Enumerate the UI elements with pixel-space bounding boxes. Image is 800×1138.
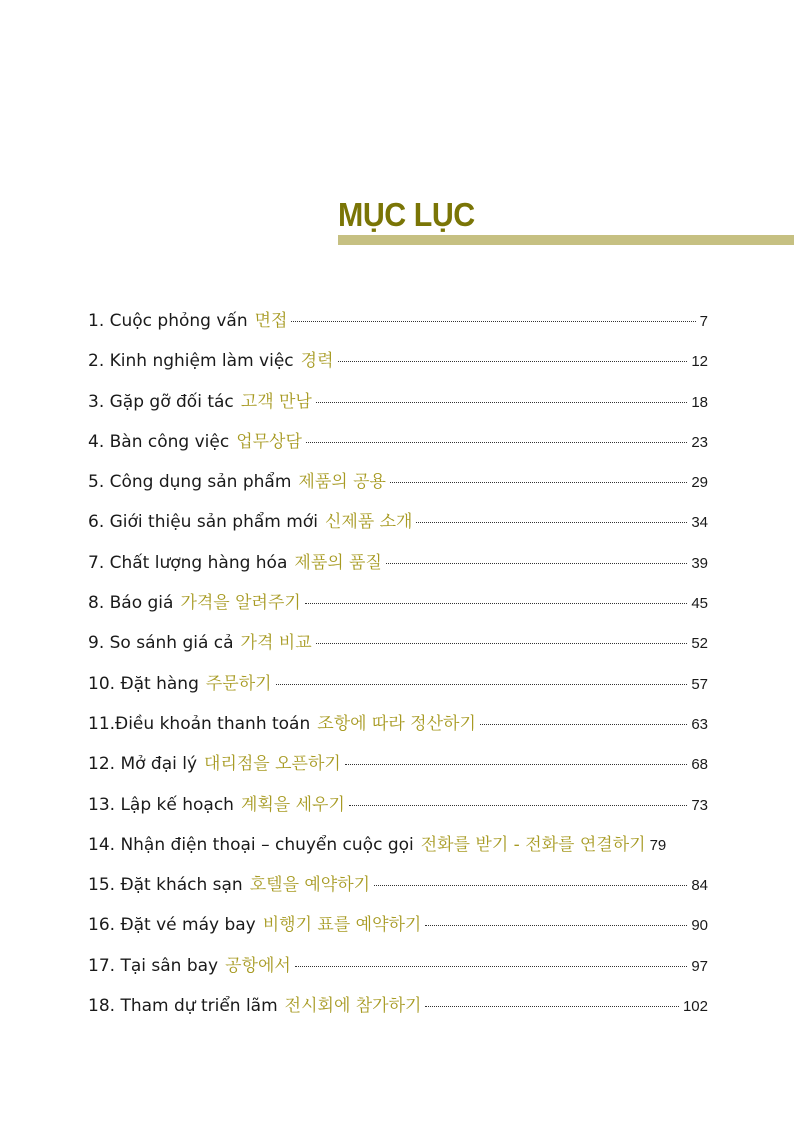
entry-page-number: 102 <box>682 998 708 1016</box>
toc-entry <box>88 709 708 749</box>
dot-leader <box>295 966 688 967</box>
entry-title-ko: 비행기 표를 예약하기 <box>262 915 422 936</box>
entry-page-number: 84 <box>691 877 708 895</box>
dot-leader <box>291 321 695 322</box>
dot-leader <box>305 603 688 604</box>
dot-leader <box>374 885 687 886</box>
entry-title-vi: 16. Đặt vé máy bay <box>88 915 256 936</box>
entry-page-number: 63 <box>691 715 708 733</box>
entry-page-number: 97 <box>691 957 708 975</box>
toc-entry <box>88 790 708 830</box>
dot-leader <box>349 805 687 806</box>
entry-title-ko: 조항에 따라 정산하기 <box>317 713 476 734</box>
entry-page-number: 29 <box>691 474 708 492</box>
entry-title-ko: 계획을 세우기 <box>240 794 345 815</box>
toc-entry <box>88 346 708 386</box>
entry-page-number: 90 <box>691 917 708 935</box>
entry-title-ko: 업무상담 <box>236 431 302 452</box>
dot-leader <box>316 402 687 403</box>
entry-title-vi: 13. Lập kế hoạch <box>88 794 234 815</box>
page-title: MỤC LỤC <box>338 196 475 233</box>
toc-entry <box>88 749 708 789</box>
dot-leader <box>480 724 687 725</box>
entry-title-ko: 호텔을 예약하기 <box>249 875 371 896</box>
entry-page-number: 52 <box>691 635 708 653</box>
entry-title-ko: 가격 비교 <box>240 633 312 654</box>
toc-entry <box>88 910 708 950</box>
entry-title-ko: 대리점을 오픈하기 <box>204 754 341 775</box>
entry-title-vi: 8. Báo giá <box>88 593 174 614</box>
toc-entry <box>88 951 708 991</box>
entry-title-ko: 고객 만남 <box>240 391 312 412</box>
toc-entry <box>88 991 708 1031</box>
entry-page-number: 34 <box>691 514 708 532</box>
toc-entry <box>88 387 708 427</box>
dot-leader <box>276 684 688 685</box>
toc-entry <box>88 548 708 588</box>
dot-leader <box>338 361 688 362</box>
entry-title-vi: 14. Nhận điện thoại – chuyển cuộc gọi <box>88 834 414 855</box>
dot-leader <box>386 563 687 564</box>
entry-title-vi: 3. Gặp gỡ đối tác <box>88 391 234 412</box>
entry-title-ko: 신제품 소개 <box>324 512 413 533</box>
toc-entry <box>88 427 708 467</box>
dot-leader <box>316 643 688 644</box>
entry-title-vi: 7. Chất lượng hàng hóa <box>88 552 288 573</box>
entry-title-vi: 18. Tham dự triển lãm <box>88 996 278 1017</box>
toc-entry <box>88 306 708 346</box>
dot-leader <box>345 764 688 765</box>
entry-title-vi: 5. Công dụng sản phẩm <box>88 472 292 493</box>
entry-page-number: 57 <box>691 675 708 693</box>
entry-page-number: 18 <box>691 393 708 411</box>
entry-title-vi: 10. Đặt hàng <box>88 673 199 694</box>
entry-title-vi: 2. Kinh nghiệm làm việc <box>88 351 294 372</box>
entry-title-ko: 면접 <box>254 311 288 331</box>
toc-entry <box>88 669 708 709</box>
toc-entry <box>88 588 708 628</box>
title-underline-bar <box>338 235 794 245</box>
toc-entry <box>88 870 708 910</box>
entry-title-vi: 9. So sánh giá cả <box>88 633 234 654</box>
entry-page-number: 23 <box>691 433 708 451</box>
entry-title-ko: 전시회에 참가하기 <box>284 996 422 1017</box>
entry-page-number: 79 <box>649 836 667 854</box>
toc-entry <box>88 507 708 547</box>
entry-title-ko: 가격을 알려주기 <box>180 593 301 614</box>
dot-leader <box>425 925 687 926</box>
dot-leader <box>425 1006 679 1007</box>
entry-title-vi: 11.Điều khoản thanh toán <box>88 713 311 734</box>
entry-page-number: 7 <box>699 313 708 330</box>
entry-title-ko: 제품의 공용 <box>298 472 386 493</box>
toc-entry <box>88 628 708 668</box>
entry-title-ko: 주문하기 <box>205 673 272 694</box>
entry-title-vi: 1. Cuộc phỏng vấn <box>88 311 248 331</box>
entry-title-vi: 6. Giới thiệu sản phẩm mới <box>88 512 318 533</box>
entry-page-number: 68 <box>691 756 708 774</box>
entry-title-vi: 4. Bàn công việc <box>88 431 230 452</box>
dot-leader <box>390 482 687 483</box>
entry-title-ko: 제품의 품질 <box>294 552 382 573</box>
entry-page-number: 12 <box>691 353 708 371</box>
entry-page-number: 45 <box>691 595 708 613</box>
entry-title-ko: 공항에서 <box>225 955 291 976</box>
table-of-contents <box>88 306 708 1031</box>
toc-entry <box>88 830 708 870</box>
entry-title-vi: 12. Mở đại lý <box>88 754 198 775</box>
entry-page-number: 39 <box>691 554 708 572</box>
dot-leader <box>416 522 687 523</box>
dot-leader <box>306 442 687 443</box>
toc-entry <box>88 467 708 507</box>
entry-title-ko: 경력 <box>300 351 334 372</box>
entry-title-vi: 17. Tại sân bay <box>88 955 219 976</box>
entry-title-ko: 전화를 받기 - 전화를 연결하기 <box>420 834 646 855</box>
entry-title-vi: 15. Đặt khách sạn <box>88 875 243 896</box>
entry-page-number: 73 <box>691 796 708 814</box>
